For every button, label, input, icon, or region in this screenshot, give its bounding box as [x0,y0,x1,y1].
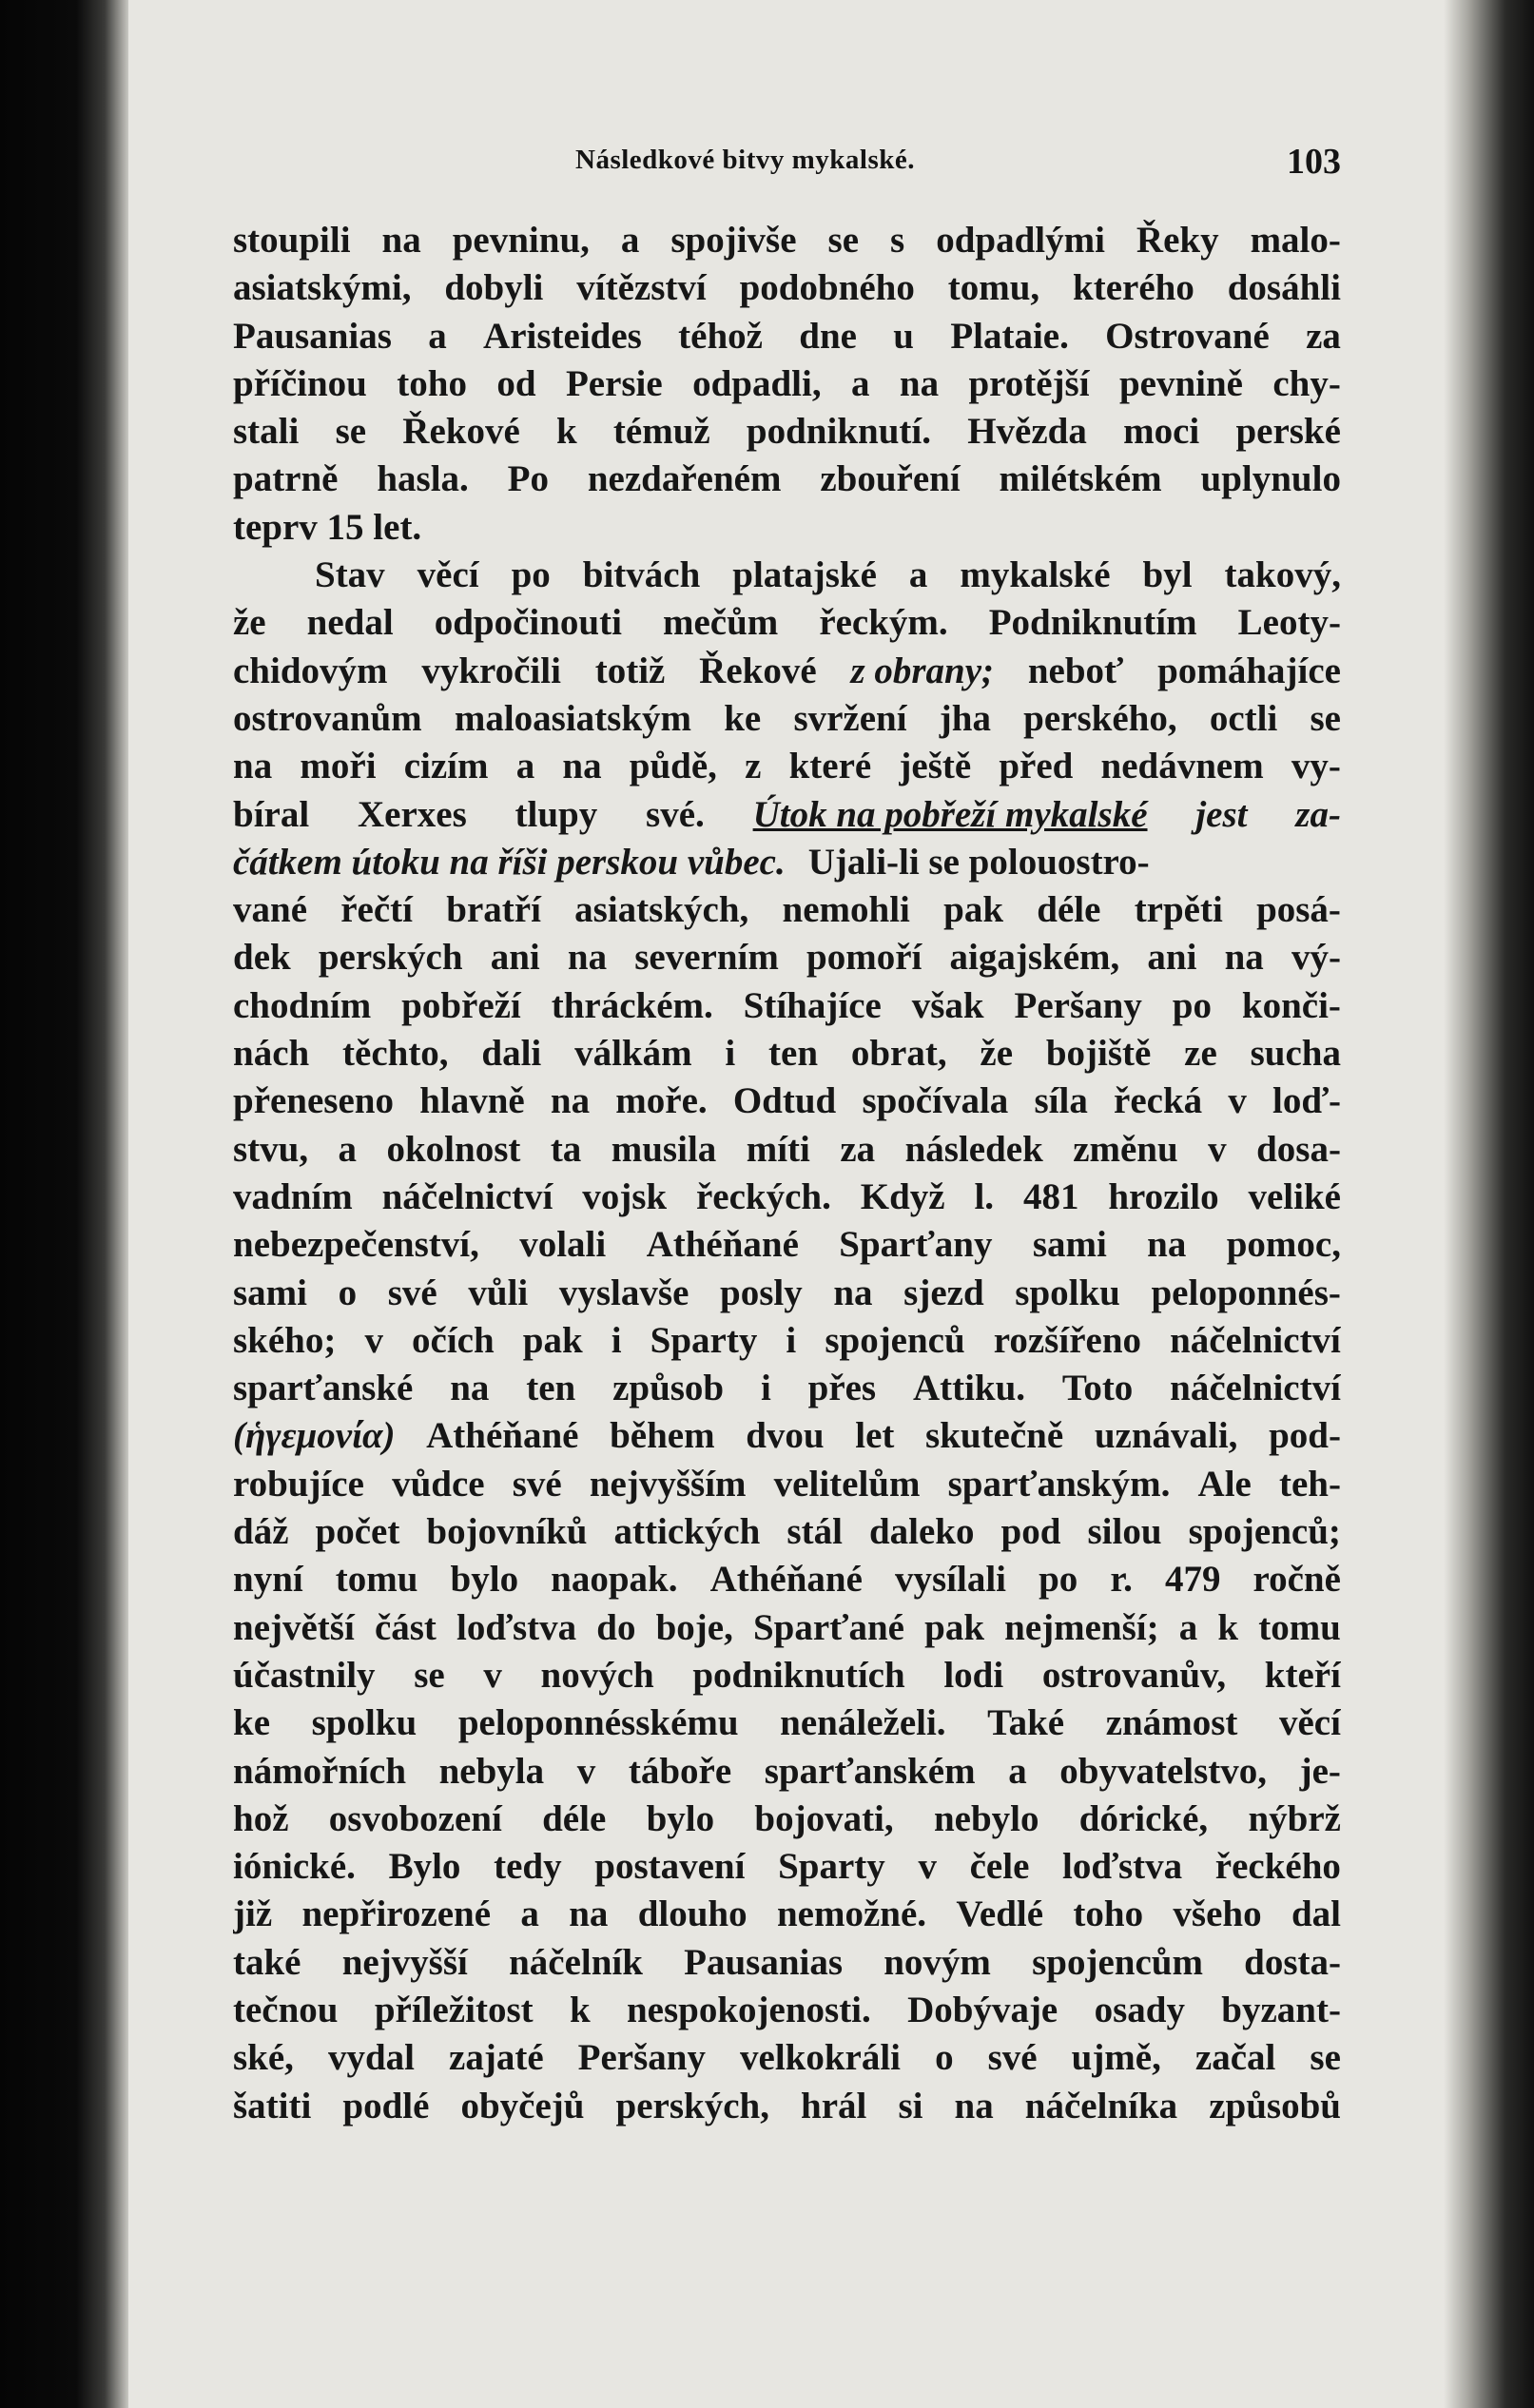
paragraph-start-line: Stav věcí po bitvách platajské a mykalské byl takový, [315,554,1341,596]
text-line: nebezpečenství, volali Athéňané Sparťany sami na pomoc, [233,1224,1341,1266]
text-line: stvu, a okolnost ta musila míti za následek změnu v dosa- [233,1128,1341,1170]
text-line: námořních nebyla v táboře sparťanském a obyvatelstvo, je- [233,1750,1341,1792]
text-line: ského; v očích pak i Sparty i spojenců rozšířeno náčelnictví [233,1319,1341,1361]
text-line: na moři cizím a na půdě, z které ještě před nedávnem vy- [233,746,1341,787]
text-line: dáž počet bojovníků attických stál daleko pod silou spojenců; [233,1511,1341,1553]
text-line: chidovým vykročili totiž Řekové z obrany; neboť pomáhajíce [233,648,1341,695]
text-line: dek perských ani na severním pomoří aigajském, ani na vý- [233,937,1341,979]
text-line: bíral Xerxes tlupy své. Útok na pobřeží mykalské jest za- [233,791,1341,839]
text-line: chodním pobřeží thráckém. Stíhajíce však Peršany po konči- [233,984,1341,1026]
body-text [233,217,1341,2130]
header-title: Následkové bitvy mykalské. [575,145,916,175]
text-line: vané řečtí bratří asiatských, nemohli pak déle trpěti posá- [233,889,1341,931]
text-line: (ἡγεμονία) Athéňané během dvou let skutečně uznávali, pod- [233,1412,1341,1460]
text-line: účastnily se v nových podniknutích lodi ostrovanův, kteří [233,1654,1341,1696]
text-line: Pausanias a Aristeides téhož dne u Plataie. Ostrované za [233,315,1341,357]
italic-underlined-phrase: Útok na pobřeží mykalské [752,793,1148,835]
text-line: tečnou příležitost k nespokojenosti. Dobývaje osady byzant- [233,1989,1341,2030]
text-line: příčinou toho od Persie odpadli, a na protější pevnině chy- [233,362,1341,404]
text-line: sami o své vůli vyslavše posly na sjezd spolku peloponnés- [233,1272,1341,1313]
italic-phrase: za- [1295,793,1341,835]
text-line: ke spolku peloponnésskému nenáleželi. Také známost věcí [233,1702,1341,1744]
text-line: ské, vydal zajaté Peršany velkokráli o své ujmě, začal se [233,2037,1341,2079]
text-line: stali se Řekové k témuž podniknutí. Hvězda moci perské [233,411,1341,453]
text-line: patrně hasla. Po nezdařeném zbouření milétském uplynulo [233,458,1341,500]
text-line: nách těchto, dali válkám i ten obrat, že bojiště ze sucha [233,1033,1341,1075]
page-number: 103 [1287,142,1341,182]
text-line: teprv 15 let. [233,506,422,548]
italic-phrase: z obrany; [850,650,995,691]
text-line: vadním náčelnictví vojsk řeckých. Když l. 481 hrozilo veliké [233,1175,1341,1217]
scan-shadow-left [0,0,128,2408]
text-line: již nepřirozené a na dlouho nemožné. Vedlé toho všeho dal [233,1893,1341,1935]
text-line: také nejvyšší náčelník Pausanias novým spojencům dosta- [233,1941,1341,1983]
text-line: nyní tomu bylo naopak. Athéňané vysílali po r. 479 ročně [233,1559,1341,1601]
italic-phrase: jest [1195,793,1248,835]
text-line: čátkem útoku na říši perskou vůbec. Ujali-li se polouostro- [233,841,1150,883]
text-line: iónické. Bylo tedy postavení Sparty v čele loďstva řeckého [233,1846,1341,1888]
text-line: asiatskými, dobyli vítězství podobného tomu, kterého dosáhli [233,267,1341,309]
greek-term: (ἡγεμονία) [233,1415,396,1457]
text-line: největší část loďstva do boje, Sparťané pak nejmenší; a k tomu [233,1606,1341,1648]
text-line: ostrovanům maloasiatským ke svržení jha perského, octli se [233,697,1341,739]
text-line: robujíce vůdce své nejvyšším velitelům sparťanským. Ale teh- [233,1463,1341,1505]
italic-phrase: čátkem útoku na říši perskou vůbec. [233,841,786,883]
text-line: stoupili na pevninu, a spojivše se s odpadlými Řeky malo- [233,220,1341,261]
text-line: přeneseno hlavně na moře. Odtud spočívala síla řecká v loď- [233,1080,1341,1122]
scan-shadow-right [1444,0,1534,2408]
running-header [233,143,1341,181]
text-line: šatiti podlé obyčejů perských, hrál si na náčelníka způsobů [233,2085,1341,2126]
text-line: sparťanské na ten způsob i přes Attiku. Toto náčelnictví [233,1368,1341,1409]
text-line: že nedal odpočinouti mečům řeckým. Podniknutím Leoty- [233,602,1341,644]
text-line: hož osvobození déle bylo bojovati, nebylo dórické, nýbrž [233,1797,1341,1839]
